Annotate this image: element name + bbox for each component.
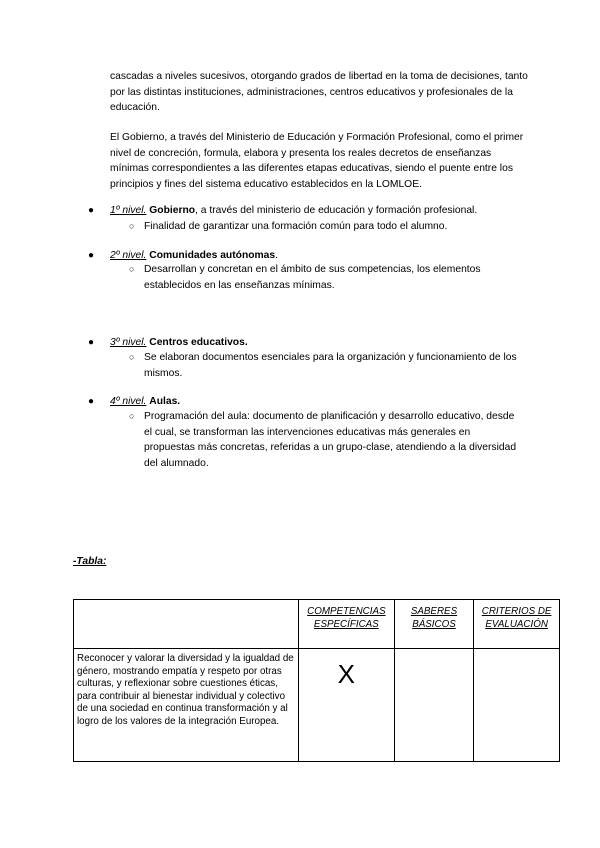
sub-bullet-icon: ○ <box>129 411 135 421</box>
table-row <box>74 649 560 762</box>
paragraph-2: El Gobierno, a través del Ministerio de Educación y Formación Profesional, como el primer nivel de concreción, formula, elabora y presenta los reales decretos de enseñanzas mínimas correspondientes a las diferentes etapas educativas, siendo el puente entre los principios y fines del sistema educativo establecidos en la LOMLOE. <box>110 132 524 190</box>
level-2-number: 2º nivel. <box>110 250 147 261</box>
level-1-title: Gobierno <box>149 205 196 216</box>
level-4-title: Aulas. <box>149 396 181 407</box>
paragraph-1: cascadas a niveles sucesivos, otorgando grados de libertad en la toma de decisiones, tanto por las distintas instituciones, administraciones, centros educativos y profesionales de la educación. <box>110 71 528 113</box>
level-2-title: Comunidades autónomas <box>149 250 276 261</box>
saberes-cell <box>394 649 474 762</box>
header-criterios: CRITERIOS DE EVALUACIÓN <box>474 600 560 649</box>
level-4-number: 4º nivel. <box>110 396 147 407</box>
level-1-number: 1º nivel. <box>110 205 147 216</box>
header-saberes: SABERES BÁSICOS <box>394 600 474 649</box>
header-competencias: COMPETENCIAS ESPECÍFICAS <box>298 600 394 649</box>
bullet-icon: ● <box>88 205 95 216</box>
table-header-row <box>74 600 560 649</box>
tabla-title: -Tabla: <box>73 556 107 567</box>
bullet-icon: ● <box>88 250 95 261</box>
level-4-sub: Programación del aula: documento de planificación y desarrollo educativo, desde el cual, se transforman las intervenciones educativas más generales en propuestas más concretas, referidas a un grupo-clase, atendiendo a la diversidad del alumnado. <box>144 411 517 469</box>
level-3-number: 3º nivel. <box>110 337 147 348</box>
level-3-sub: Se elaboran documentos esenciales para la organización y funcionamiento de los mismos. <box>144 352 517 379</box>
sub-bullet-icon: ○ <box>129 352 135 362</box>
criterios-cell <box>474 649 560 762</box>
level-1-item <box>110 203 530 219</box>
table-header-empty <box>74 600 299 649</box>
level-3-item <box>110 335 530 351</box>
sub-bullet-icon: ○ <box>129 221 135 231</box>
level-2-rest: . <box>275 250 279 261</box>
sub-bullet-icon: ○ <box>129 264 135 274</box>
level-4-item <box>110 394 530 410</box>
bullet-icon: ● <box>88 396 95 407</box>
level-1-rest: , a través del ministerio de educación y formación profesional. <box>195 205 478 216</box>
competencias-mark: X <box>298 649 394 762</box>
row-description: Reconocer y valorar la diversidad y la igualdad de género, mostrando empatía y respeto por otras culturas, y reflexionar sobre cuestiones éticas, para contribuir al bienestar individual y colectivo de una sociedad en continua transformación y al logro de los valores de la integración Europea. <box>74 649 299 762</box>
level-1-sub: Finalidad de garantizar una formación común para todo el alumno. <box>144 221 448 232</box>
level-2-sub: Desarrollan y concretan en el ámbito de sus competencias, los elementos establecidos en las enseñanzas mínimas. <box>144 264 481 291</box>
level-3-title: Centros educativos. <box>149 337 248 348</box>
evaluation-table <box>73 599 560 762</box>
bullet-icon: ● <box>88 337 95 348</box>
